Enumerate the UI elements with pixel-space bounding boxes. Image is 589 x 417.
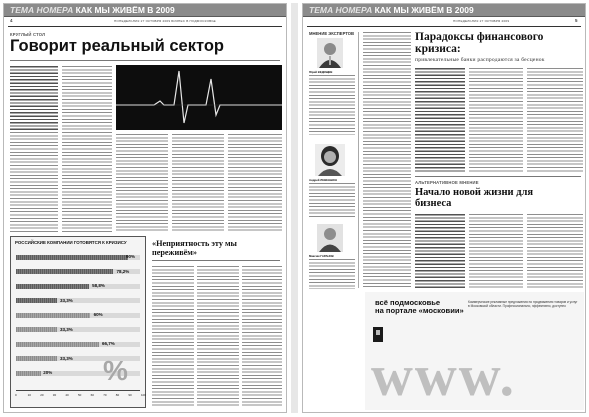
bar-track [16,298,140,303]
page-meta [303,18,585,24]
bar-row [16,324,140,333]
bar-track [16,313,140,318]
bar-value-label: 33,3% [59,326,73,332]
heartbeat-image [116,65,282,130]
article-column-1 [10,132,58,232]
bar-value-label: 66,7% [102,341,115,346]
chart-title: РОССИЙСКИЕ КОМПАНИИ ГОТОВЯТСЯ К КРИЗИСУ [15,240,127,245]
bar-value-label: 33,3% [59,297,73,303]
section-name: КАК МЫ ЖИВЁМ В 2009 [374,5,474,15]
main-headline: Парадоксы финансового кризиса: [415,31,544,56]
bar [16,284,89,289]
alt-headline: Начало новой жизни для бизнеса [415,187,534,210]
ad-title-line-2: на портале «московии» [375,306,464,316]
page-number: 4 [10,18,13,23]
axis-tick-label: 10 [27,393,31,397]
portal-logo-icon [373,327,383,342]
main-column-2 [469,68,523,172]
crisis-chart-box [10,236,146,408]
experts-label: МНЕНИЕ ЭКСПЕРТОВ [309,31,355,36]
left-page [3,3,287,413]
portal-advertisement[interactable] [365,292,584,410]
section-title [309,5,474,15]
main-lead [415,68,465,172]
issue-line: ПОНЕДЕЛЬНИК 27 ОКТЯБРЯ 2009 [453,19,510,23]
lead-paragraph [10,66,58,130]
expert-photo-3 [317,224,343,252]
axis-tick-label: 0 [15,393,17,397]
axis-tick-label: 30 [52,393,57,397]
bar-value-label: 78,2% [116,268,130,274]
quote-headline: «Неприятность эту мы переживём» [152,239,237,257]
section-band [303,4,585,17]
main-subhead: привлекательные банки распродаются за бесценок [415,57,545,63]
issue-line: ПОНЕДЕЛЬНИК 27 ОКТЯБРЯ 2009 БИЗНЕС В ПОДМОСКОВЬЕ [114,19,216,23]
quote-rule [152,260,280,261]
section-title [10,5,175,15]
expert-quote-1 [309,75,355,135]
bar-track [16,327,140,332]
ad-title-line-1: всё подмосковье [375,298,441,307]
page-meta [4,18,286,24]
headline-rule [10,60,280,61]
bar [16,313,90,318]
alt-kicker: АЛЬТЕРНАТИВНОЕ МНЕНИЕ [415,180,479,185]
article-rule [415,176,581,177]
bar-track [16,284,140,289]
spread-spine [291,3,298,413]
axis-tick-label: 100 [141,393,147,397]
axis-tick-label: 50 [78,393,82,397]
chart-axis [16,390,140,391]
alt-column-1 [469,214,523,288]
bar-track [16,255,140,260]
section-tema: ТЕМА НОМЕРА [10,5,74,15]
expert-photo-2 [315,144,345,176]
bar-value-label: 58,8% [92,283,105,288]
bar-value-label: 60% [93,312,103,317]
section-band [4,4,286,17]
expert-name-2: Андрей ЛЕВЕНШОН [309,178,337,182]
bar [16,342,99,347]
alt-lead [415,214,465,288]
article-column-3 [116,134,168,232]
article-column-5 [228,134,282,232]
expert-name-3: Максим ГАРАНОВ [309,254,334,258]
bar [16,371,41,376]
quote-column-2 [197,266,239,408]
expert-photo-1 [317,38,343,68]
article-column-4 [172,134,224,232]
bar-track [16,342,140,347]
ad-title [375,299,464,316]
bar [16,298,57,303]
axis-tick-label: 80 [115,393,120,397]
bar [16,269,113,274]
bar-value-label: 20% [43,370,53,375]
bar-value-label: 90% [126,254,136,259]
top-rule [8,26,282,27]
axis-tick-label: 60 [90,393,94,397]
expert-name-1: Юрий ВЕДИЩЕВ [309,70,333,74]
bar-value-label: 33,3% [59,355,73,361]
ad-www-graphic: www. [371,343,516,408]
bar-row [16,338,140,347]
bar-row [16,295,140,304]
bar-row [16,251,140,260]
section-tema: ТЕМА НОМЕРА [309,5,373,15]
axis-tick-label: 40 [65,393,69,397]
expert-quote-3 [309,259,355,289]
bar-row [16,309,140,318]
main-column-3 [527,68,583,172]
quote-column-1 [152,266,194,408]
quote-column-3 [242,266,282,408]
main-column-1 [363,32,411,288]
bar [16,255,128,260]
kicker: КРУГЛЫЙ СТОЛ [10,32,46,37]
right-page [302,3,586,413]
page-number: 5 [575,18,578,23]
axis-tick-label: 70 [103,393,107,397]
expert-quote-2 [309,183,355,219]
axis-tick-label: 90 [128,393,132,397]
article-column-2 [62,66,112,232]
axis-tick-label: 20 [40,393,44,397]
section-name: КАК МЫ ЖИВЁМ В 2009 [75,5,175,15]
top-rule [307,26,581,27]
bar [16,356,57,361]
bar [16,327,57,332]
column-divider [358,32,359,288]
headline: Говорит реальный сектор [10,37,224,55]
alt-column-2 [527,214,583,288]
percent-symbol: % [103,355,128,386]
bar-row [16,280,140,289]
bar-row [16,266,140,275]
ad-text: Коммерческие рекламные предложения по продвижению товаров и услуг в Московской области. Профессионально, эффективно, доступно [468,300,578,309]
